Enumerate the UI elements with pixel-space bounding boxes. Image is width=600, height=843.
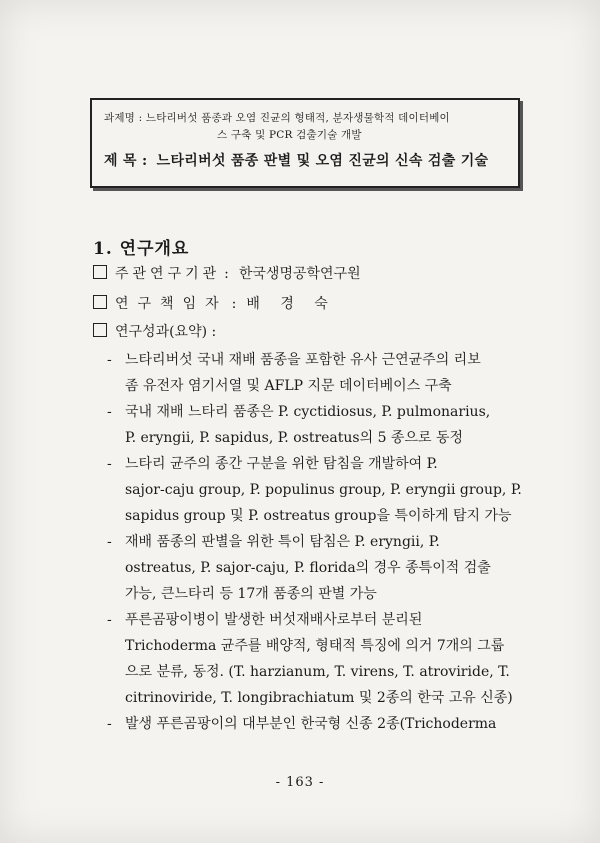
org-sep: :: [224, 266, 229, 282]
bullet-line: 푸른곰팡이병이 발생한 버섯재배사로부터 분리된: [125, 612, 423, 628]
org-value: 한국생명공학연구원: [238, 266, 361, 282]
list-item: [107, 607, 532, 711]
bullet-dash: -: [107, 352, 112, 368]
task-text-2: 스 구축 및 PCR 검출기술 개발: [217, 129, 362, 141]
checkbox-icon: [93, 295, 107, 309]
bullet-dash: -: [107, 716, 112, 732]
bullet-line: P. eryngii, P. sapidus, P. ostreatus의 5 종으로 동정: [125, 430, 463, 446]
bullet-line: citrinoviride, T. longibrachiatum 및 2종의 한국 고유 신종): [125, 690, 513, 706]
lead-value: 배 경 숙: [246, 296, 336, 312]
org-key: 주관연구기관: [115, 266, 221, 282]
task-line-2: [104, 127, 506, 144]
section-heading: 1. 연구개요: [93, 239, 190, 259]
bullet-line: Trichoderma 균주를 배양적, 형태적 특징에 의거 7개의 그룹: [125, 638, 505, 654]
info-results: [93, 321, 216, 341]
checkbox-icon: [93, 265, 107, 279]
lead-key: 연구책임자: [115, 296, 228, 312]
bullet-dash: -: [107, 404, 112, 420]
bullet-line: 발생 푸른곰팡이의 대부분인 한국형 신종 2종(Trichoderma: [125, 716, 497, 732]
list-item: [107, 347, 532, 399]
bullet-line: 재배 품종의 판별을 위한 특이 탐침은 P. eryngii, P.: [125, 534, 440, 550]
bullet-line: 느타리 균주의 종간 구분을 위한 탐침을 개발하여 P.: [125, 456, 438, 472]
page-number: - 163 -: [275, 775, 325, 790]
bullet-line: 좀 유전자 염기서열 및 AFLP 지문 데이터베이스 구축: [125, 378, 452, 394]
title-label: 제 목 :: [104, 153, 148, 169]
bullet-dash: -: [107, 612, 112, 628]
task-label: 과제명 :: [104, 112, 143, 124]
bullet-line: ostreatus, P. sajor-caju, P. florida의 경우 종특이적 검출: [125, 560, 491, 576]
project-title-box: [90, 98, 520, 188]
list-item: [107, 711, 532, 737]
list-item: [107, 399, 532, 451]
bullet-line: 가능, 큰느타리 등 17개 품종의 판별 가능: [125, 586, 377, 602]
bullet-line: sajor-caju group, P. populinus group, P. eryngii group, P.: [125, 482, 522, 498]
results-list: [107, 347, 532, 737]
checkbox-icon: [93, 323, 107, 337]
task-line-1: [104, 110, 506, 127]
list-item: [107, 451, 532, 529]
info-lead: [93, 293, 336, 313]
task-text-1: 느타리버섯 품종과 오염 진균의 형태적, 분자생물학적 데이터베이: [145, 112, 450, 124]
title-text: 느타리버섯 품종 판별 및 오염 진균의 신속 검출 기술: [156, 153, 489, 169]
lead-sep: :: [231, 296, 237, 312]
bullet-line: 느타리버섯 국내 재배 품종을 포함한 유사 근연균주의 리보: [125, 352, 481, 368]
list-item: [107, 529, 532, 607]
title-line: [104, 150, 506, 170]
bullet-line: sapidus group 및 P. ostreatus group을 특이하게 탐지 가능: [125, 508, 512, 524]
bullet-line: 으로 분류, 동정. (T. harzianum, T. virens, T. atroviride, T.: [125, 664, 510, 680]
bullet-dash: -: [107, 456, 112, 472]
bullet-dash: -: [107, 534, 112, 550]
info-org: [93, 263, 361, 283]
bullet-line: 국내 재배 느타리 품종은 P. cyctidiosus, P. pulmonarius,: [125, 404, 491, 420]
results-key: 연구성과(요약) :: [115, 324, 217, 340]
